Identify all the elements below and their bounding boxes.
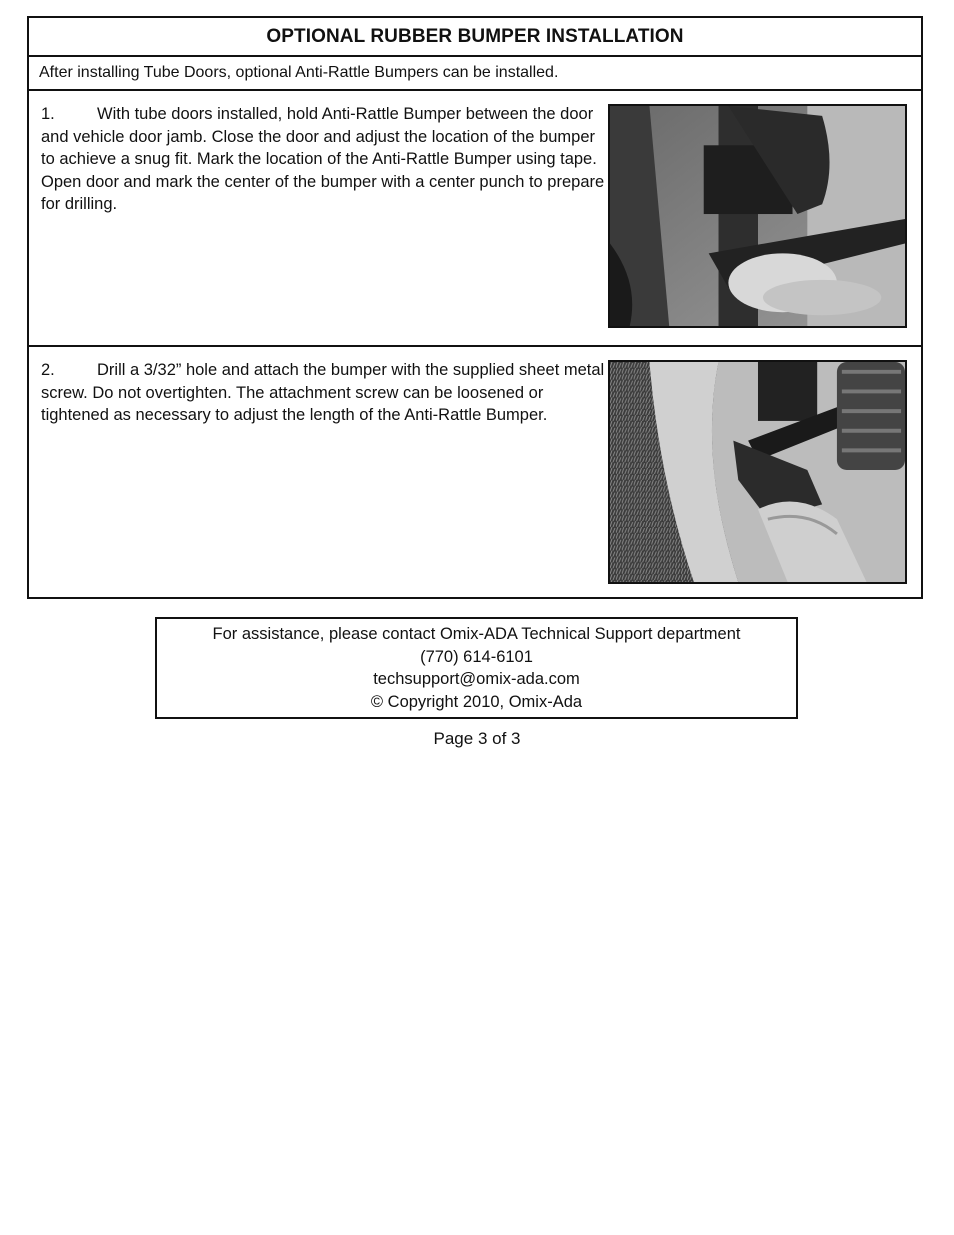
page-number: Page 3 of 3 [433,729,521,748]
step-2-text-block [41,359,607,427]
step-1 [29,91,921,347]
step-2-photo [608,360,907,584]
step-1-text-block [41,103,607,216]
section-title: OPTIONAL RUBBER BUMPER INSTALLATION [29,18,921,57]
door-bumper-photo [610,106,905,326]
intro-text: After installing Tube Doors, optional Anti-Rattle Bumpers can be installed. [29,57,921,91]
contact-email: techsupport@omix-ada.com [373,670,580,688]
contact-line: For assistance, please contact Omix-ADA Technical Support department [212,625,741,643]
drill-photo [610,362,905,582]
copyright-notice: © Copyright 2010, Omix-Ada [370,692,583,711]
installation-section [27,16,923,599]
step-2-number: 2. [41,361,55,379]
step-1-photo [608,104,907,328]
contact-info-box [155,617,798,719]
step-1-number: 1. [41,105,55,123]
step-1-text: With tube doors installed, hold Anti-Rattle Bumper between the door and vehicle door jamb. Close the door and adjust the location of the bumper to achieve a snug fit. Mark the location of the Anti-Rattle Bumper using tape. Open door and mark the center of the bumper with a center punch to prepare for drilling. [41,105,605,214]
step-2-text: Drill a 3/32” hole and attach the bumper with the supplied sheet metal screw. Do not overtighten. The attachment screw can be loosened or tightened as necessary to adjust the length of the Anti-Rattle Bumper. [41,361,605,425]
contact-phone: (770) 614-6101 [420,647,533,666]
step-2 [29,347,921,603]
